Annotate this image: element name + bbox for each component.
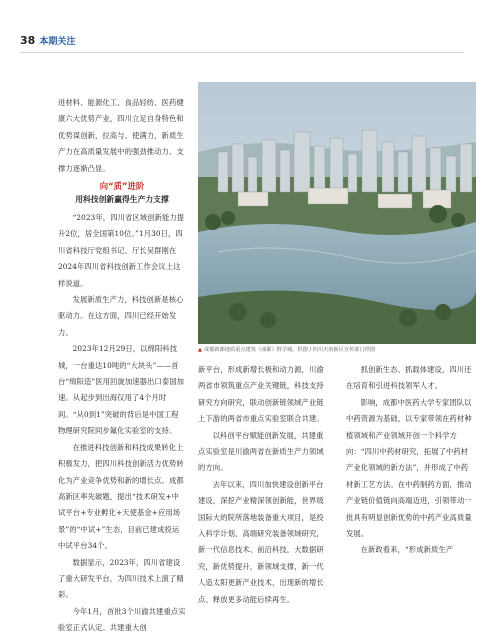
paragraph: 数据显示，2023年，四川省建设了重大研发平台，为四川技术上演了精彩。	[58, 557, 184, 600]
column-1-body	[58, 210, 186, 637]
paragraph: 发展新质生产力，科技创新是核心驱动力。在这方面，四川已经开始发力。	[58, 295, 184, 337]
column-3	[346, 362, 474, 559]
paragraph: 影响，成都中医药大学专家团队以中药资源为基础，以专家带领在药材种植领域和产业领域开创一个科学方向：“四川中药材研究，拓展了中药材产业化领域的新方法”，并形成了中药材新工艺方法。在中药制药方面，推动产业链价值链向高端迈进，引领带动一批具有明显创新优势的中药产业高质量发展。	[346, 397, 472, 539]
article-heading	[58, 180, 186, 206]
page-number: 38	[20, 34, 36, 47]
caption-text: 成都新都地质重点建筑（成都）科学城。供图 / 四川天府新区宣传部门供图	[204, 347, 376, 353]
city-aerial-photo	[198, 82, 476, 344]
paragraph: “2023年，四川省区域创新能力提升2位，居全国第10位。”1月30日，四川省科技厅党组书记、厅长吴群刚在2024年四川省科技创新工作会议上这样说道。	[58, 213, 185, 288]
paragraph: 去年以来，四川加快建设创新平台建设，深挖产业精深领创新能，世界级国际大的院所落地装备重大项目，是投入科学计划，高端研究装备领域研究，新一代信息技术、前沿科技，大数据研究，新优势提升，新领域支撑，新一代人造太阳更新产业技术，出现新的增长点、释放更多动能后续再生。	[198, 479, 324, 604]
paragraph: 在新政看来，“形成新质生产	[360, 545, 454, 555]
paragraph: 在推进科技创新和科技成果转化上积极发力，把四川科技创新活力优势转化为产业竞争优势和新的增长点。成都高新区率先破题，提出“技术研发+中试平台+专业孵化+天使基金+应用场景”的“中试+”生态，目前已建成投运中试平台34个。	[58, 442, 184, 551]
section-title: 本期关注	[39, 37, 76, 47]
caption-marker-icon: ▲	[198, 347, 202, 353]
city-aerial-illustration	[198, 82, 476, 344]
header-rule	[20, 52, 464, 53]
photo-caption	[198, 346, 478, 353]
paragraph: 抓创新生态、抓载体建设，四川还在培育和引进科技领军人才。	[346, 365, 472, 391]
paragraph: 以科创平台赋能创新发展，共建重点实验室是川渝两省在新质生产力领域的方向。	[198, 430, 324, 473]
heading-title: 向“质”进阶	[99, 181, 145, 191]
paragraph: 2023年12月29日，以绵阳科技城，一台重达10吨的“大块头”——首台“绵阳造”医用回旋加速器出口泰国加速。从起步到出海仅用了4个月时间。“从0到1”突破的背后是中国工程物理研究院同步氟化实验室的支持。	[58, 344, 185, 436]
page-header	[20, 34, 75, 47]
paragraph: 今年1月，首批3个川渝共建重点实验室正式认定。共建重大创	[58, 606, 186, 633]
paragraph: 进材料、能源化工、食品轻纺、医药健康六大优势产业，四川立足自身特色和优势谋创新，拉高与、使满力，新质生产力在高质量发展中的强劲推动力、支撑力逐渐凸显。	[58, 98, 184, 173]
column-1-top	[58, 95, 186, 177]
column-2	[198, 362, 330, 608]
paragraph: 新平台，形成新增长极和动力源，川渝两省市领筑重点产业关键链，科技支持研究方向研究，联动创新链领域产业链上下游的两省市重点实验室联合共建。	[198, 365, 324, 424]
heading-subtitle: 用科技创新赢得生产力支撑	[75, 195, 169, 204]
